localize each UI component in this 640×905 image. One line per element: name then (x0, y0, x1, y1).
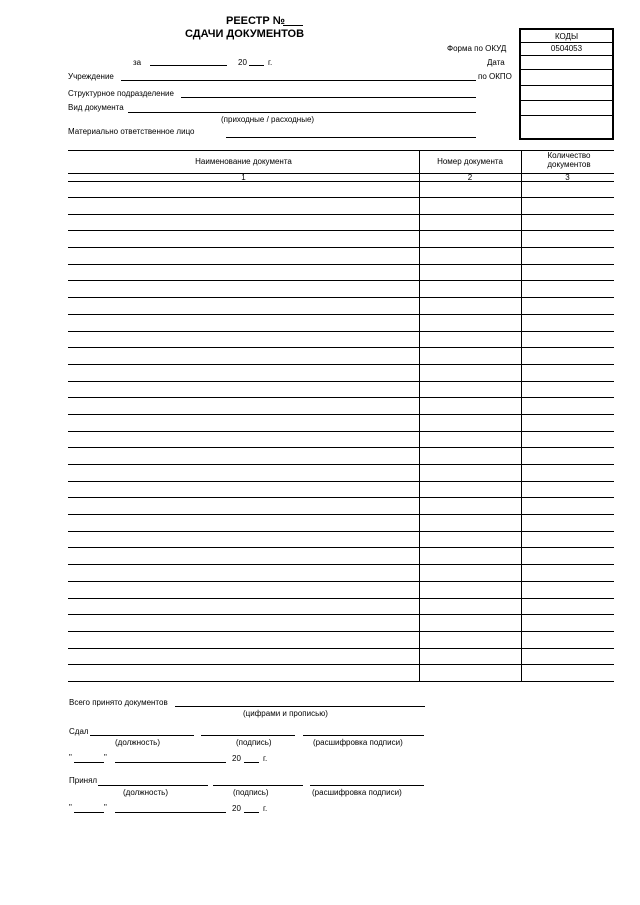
handed-year-prefix: 20 (232, 754, 241, 763)
table-row[interactable] (68, 397, 614, 398)
institution-label: Учреждение (68, 72, 114, 81)
table-row[interactable] (68, 264, 614, 265)
table-row[interactable] (68, 230, 614, 231)
table-row[interactable] (68, 598, 614, 599)
table-row[interactable] (68, 631, 614, 632)
doc-type-line[interactable] (128, 112, 476, 113)
received-signature-line[interactable] (213, 785, 303, 786)
table-row[interactable] (68, 547, 614, 548)
col-name-number: 1 (241, 173, 246, 182)
col-count-header: Количество документов (547, 151, 591, 169)
handed-year-suffix: г. (263, 754, 268, 763)
table-row[interactable] (68, 364, 614, 365)
responsible-label: Материально ответственное лицо (68, 127, 195, 136)
table-row[interactable] (68, 431, 614, 432)
received-decoding-line[interactable] (310, 785, 424, 786)
codes-divider (521, 69, 612, 70)
codes-divider (521, 100, 612, 101)
received-date-quote-close: " (104, 803, 107, 812)
col-name-header: Наименование документа (195, 157, 292, 166)
handed-label: Сдал (69, 727, 89, 736)
codes-divider (521, 85, 612, 86)
table-row[interactable] (68, 381, 614, 382)
institution-line[interactable] (121, 80, 476, 81)
codes-divider (521, 42, 612, 43)
table-row[interactable] (68, 531, 614, 532)
doc-type-label: Вид документа (68, 103, 124, 112)
year-line[interactable] (249, 65, 264, 66)
period-label: за (133, 58, 142, 67)
table-row[interactable] (68, 481, 614, 482)
codes-box (519, 28, 614, 140)
table-row[interactable] (68, 280, 614, 281)
registry-title: РЕЕСТР № (226, 15, 286, 27)
handed-year-line[interactable] (244, 762, 259, 763)
table-row[interactable] (68, 247, 614, 248)
col-number-header: Номер документа (437, 157, 503, 166)
col-count-number: 3 (565, 173, 570, 182)
received-year-prefix: 20 (232, 804, 241, 813)
table-row[interactable] (68, 331, 614, 332)
received-position-hint: (должность) (123, 788, 168, 797)
received-year-line[interactable] (244, 812, 259, 813)
handed-decoding-line[interactable] (303, 735, 424, 736)
col-number-number: 2 (467, 173, 473, 182)
okud-value: 0504053 (550, 44, 583, 53)
received-day-line[interactable] (74, 812, 104, 813)
codes-header: КОДЫ (554, 32, 579, 41)
codes-divider (521, 115, 612, 116)
table-row[interactable] (68, 681, 614, 682)
handed-date-quote-open: " (69, 753, 72, 762)
table-row[interactable] (68, 214, 614, 215)
okud-label: Форма по ОКУД (447, 44, 507, 53)
received-month-line[interactable] (115, 812, 226, 813)
table-row[interactable] (68, 664, 614, 665)
total-hint: (цифрами и прописью) (243, 709, 328, 718)
subdivision-label: Структурное подразделение (68, 89, 174, 98)
table-row[interactable] (68, 197, 614, 198)
received-decoding-hint: (расшифровка подписи) (312, 788, 402, 797)
year-prefix: 20 (238, 58, 247, 67)
handed-date-quote-close: " (104, 753, 107, 762)
table-row[interactable] (68, 297, 614, 298)
table-row[interactable] (68, 648, 614, 649)
table-row[interactable] (68, 447, 614, 448)
year-suffix: г. (268, 58, 273, 67)
total-line[interactable] (175, 706, 425, 707)
table-row[interactable] (68, 581, 614, 582)
handed-signature-hint: (подпись) (236, 738, 272, 747)
date-label: Дата (487, 58, 505, 67)
total-label: Всего принято документов (69, 698, 168, 707)
table-top-border (68, 150, 614, 151)
handed-position-line[interactable] (90, 735, 194, 736)
handed-decoding-hint: (расшифровка подписи) (313, 738, 403, 747)
received-year-suffix: г. (263, 804, 268, 813)
table-row[interactable] (68, 314, 614, 315)
responsible-line[interactable] (226, 137, 476, 138)
registry-subtitle: СДАЧИ ДОКУМЕНТОВ (185, 28, 305, 40)
table-row[interactable] (68, 347, 614, 348)
period-line[interactable] (150, 65, 227, 66)
received-signature-hint: (подпись) (233, 788, 269, 797)
registry-number-line (283, 25, 303, 26)
table-row[interactable] (68, 564, 614, 565)
subdivision-line[interactable] (181, 97, 476, 98)
received-label: Принял (69, 776, 98, 785)
table-row[interactable] (68, 514, 614, 515)
table-row[interactable] (68, 614, 614, 615)
table-row[interactable] (68, 497, 614, 498)
codes-divider (521, 55, 612, 56)
handed-signature-line[interactable] (201, 735, 295, 736)
handed-day-line[interactable] (74, 762, 104, 763)
table-row[interactable] (68, 464, 614, 465)
received-position-line[interactable] (98, 785, 208, 786)
okpo-label: по ОКПО (478, 72, 512, 81)
handed-position-hint: (должность) (115, 738, 160, 747)
table-row[interactable] (68, 414, 614, 415)
handed-month-line[interactable] (115, 762, 226, 763)
received-date-quote-open: " (69, 803, 72, 812)
doc-type-hint: (приходные / расходные) (221, 115, 315, 124)
